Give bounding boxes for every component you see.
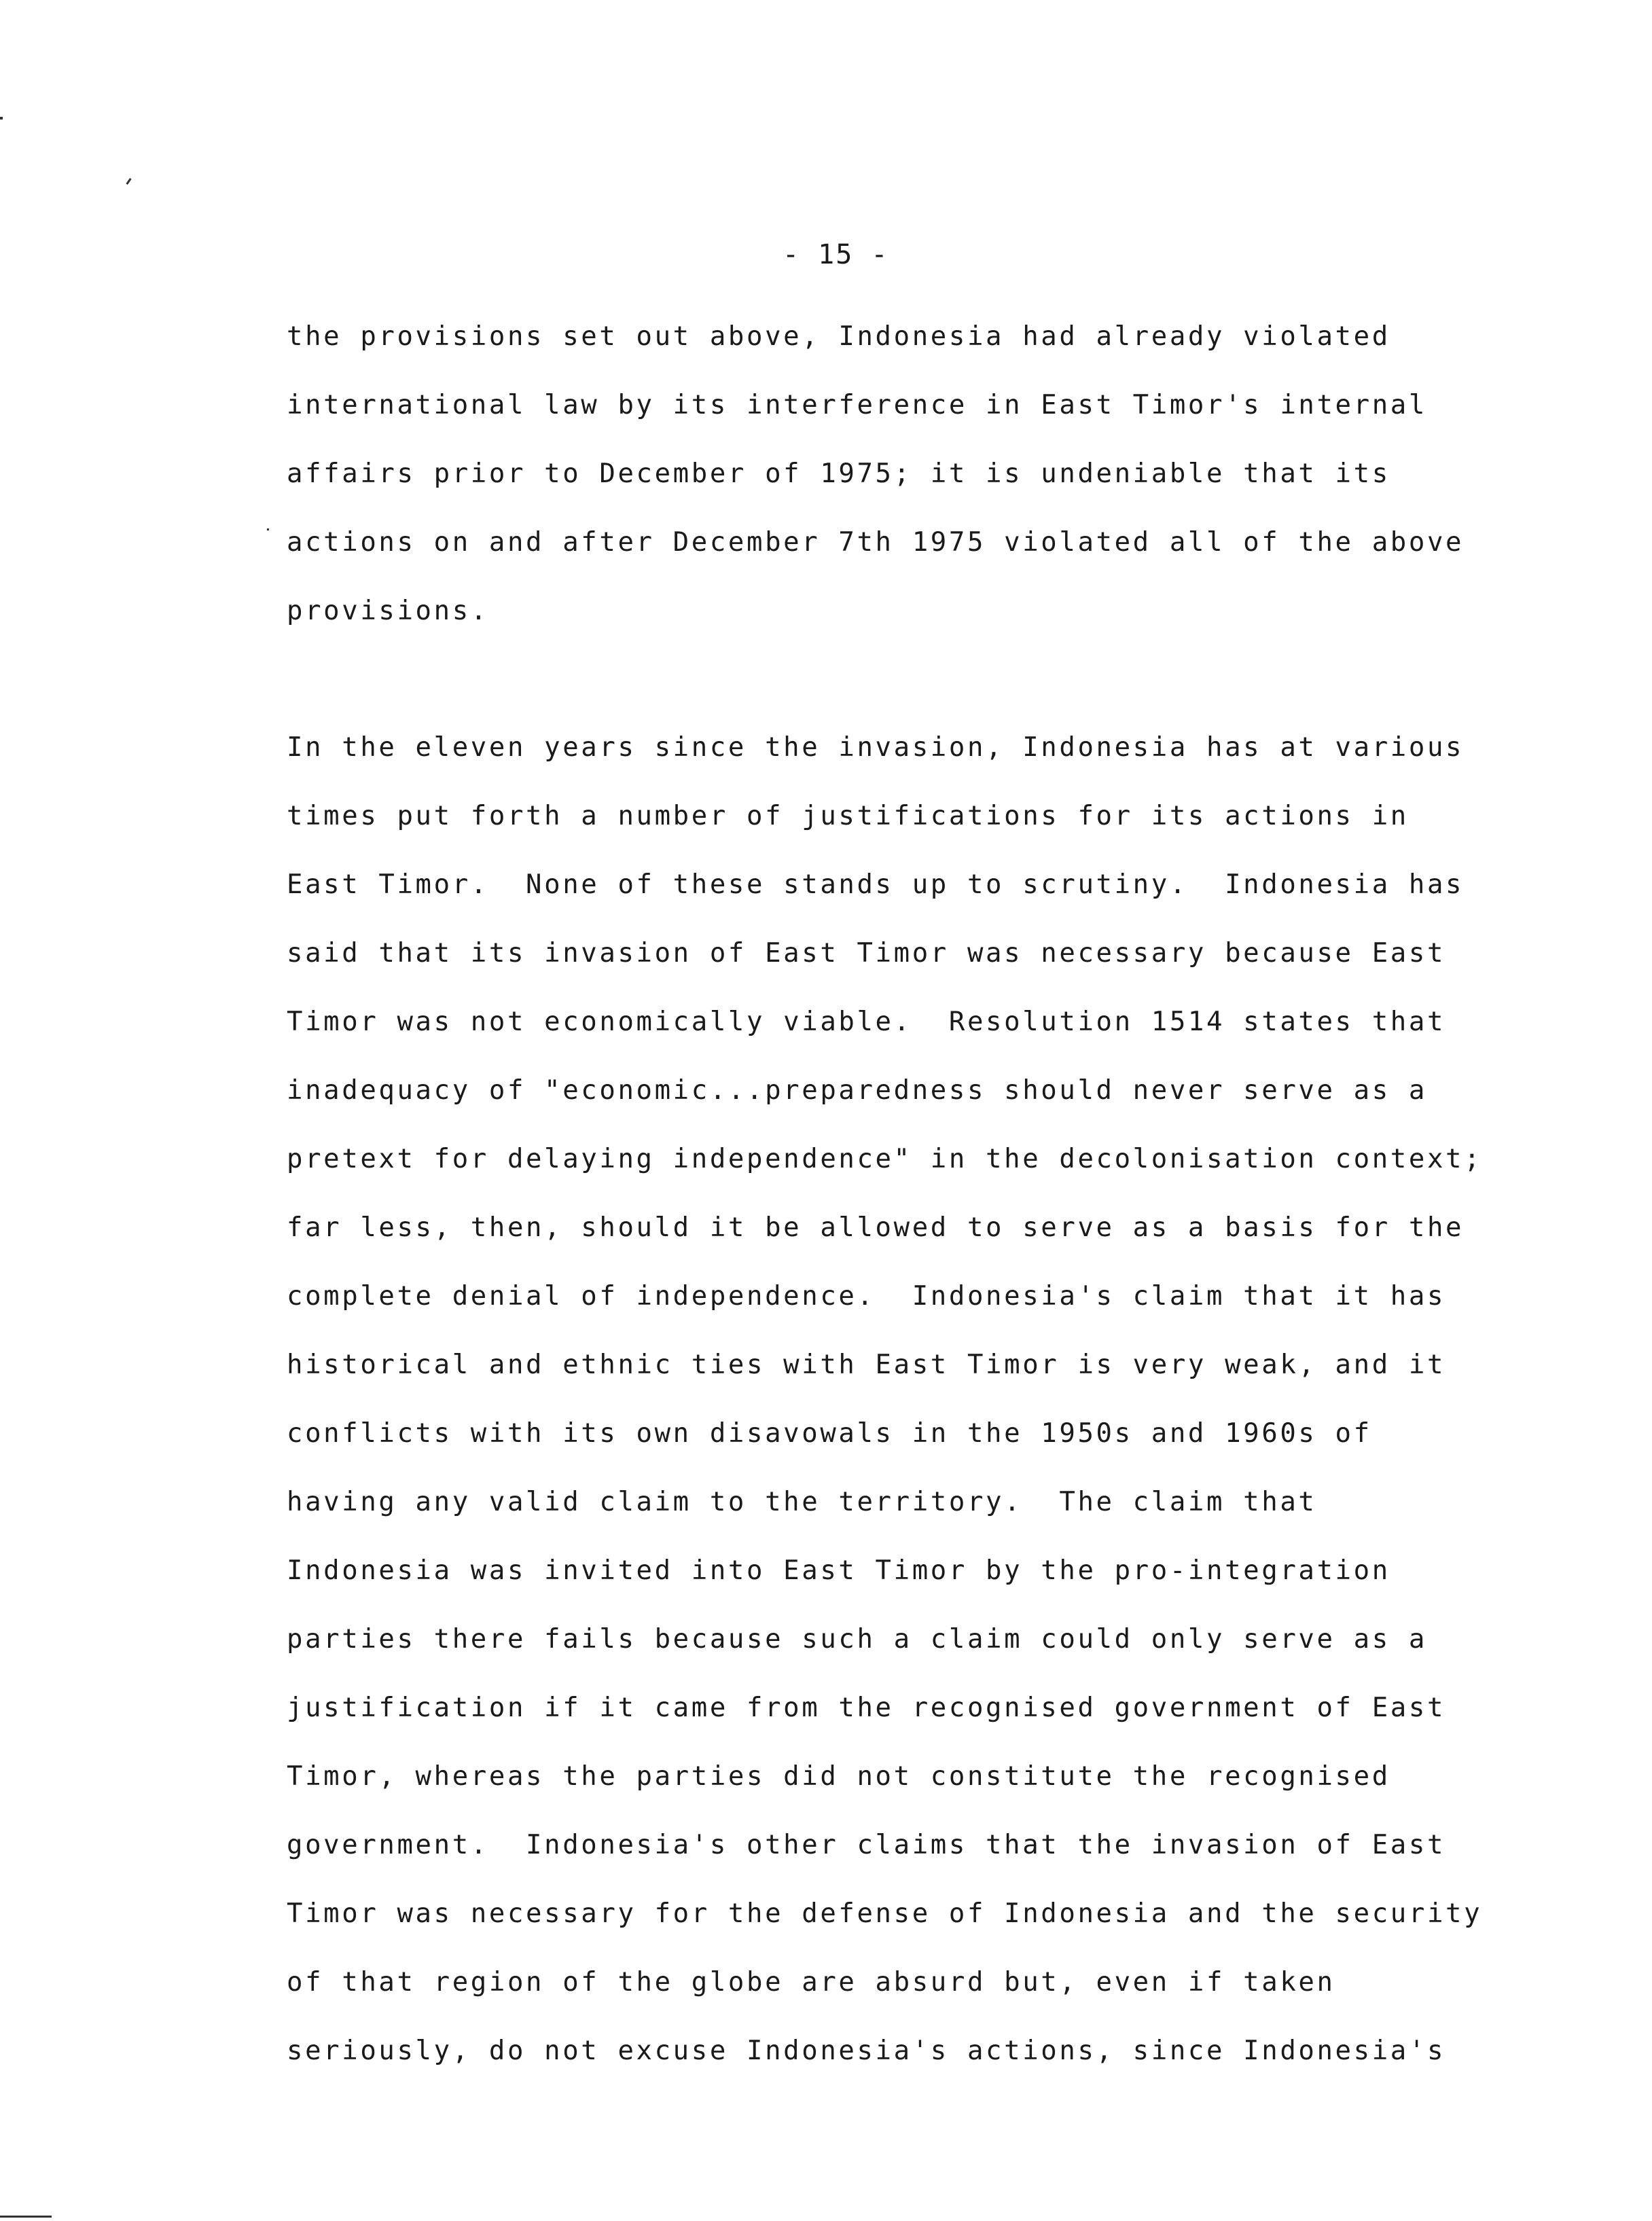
text-line: pretext for delaying independence" in the decolonisation context; [287,1144,1483,1174]
text-line: far less, then, should it be allowed to serve as a basis for the [287,1212,1465,1243]
text-line: historical and ethnic ties with East Timor is very weak, and it [287,1350,1446,1380]
text-line: of that region of the globe are absurd but, even if taken [287,1967,1335,1998]
text-line: times put forth a number of justifications for its actions in [287,801,1409,831]
text-line: said that its invasion of East Timor was necessary because East [287,938,1446,969]
text-line: Indonesia was invited into East Timor by the pro-integration [287,1555,1390,1586]
text-line: Timor, whereas the parties did not constitute the recognised [287,1761,1390,1792]
text-line: government. Indonesia's other claims that the invasion of East [287,1830,1446,1860]
page-number: - 15 - [783,239,889,270]
text-line: Timor was not economically viable. Resolution 1514 states that [287,1007,1446,1037]
text-line: East Timor. None of these stands up to scrutiny. Indonesia has [287,869,1465,900]
text-line: parties there fails because such a claim could only serve as a [287,1624,1427,1655]
text-line: the provisions set out above, Indonesia had already violated [287,321,1390,352]
text-line: provisions. [287,596,489,626]
text-line: justification if it came from the recognised government of East [287,1693,1446,1723]
text-line: inadequacy of "economic...preparedness should never serve as a [287,1075,1427,1106]
text-line: actions on and after December 7th 1975 violated all of the above [287,527,1465,558]
text-line: conflicts with its own disavowals in the 1950s and 1960s of [287,1418,1372,1449]
text-line: complete denial of independence. Indonesia's claim that it has [287,1281,1446,1312]
text-line: international law by its interference in East Timor's internal [287,390,1427,420]
scan-speck [0,117,3,120]
scan-speck [267,528,269,530]
text-line: seriously, do not excuse Indonesia's actions, since Indonesia's [287,2036,1446,2066]
text-line: having any valid claim to the territory. The claim that [287,1487,1317,1517]
scan-speck [126,178,131,185]
text-line: affairs prior to December of 1975; it is undeniable that its [287,458,1390,489]
scan-edge-line [0,2216,52,2218]
text-line: Timor was necessary for the defense of Indonesia and the security [287,1898,1483,1929]
text-line: In the eleven years since the invasion, Indonesia has at various [287,732,1465,763]
